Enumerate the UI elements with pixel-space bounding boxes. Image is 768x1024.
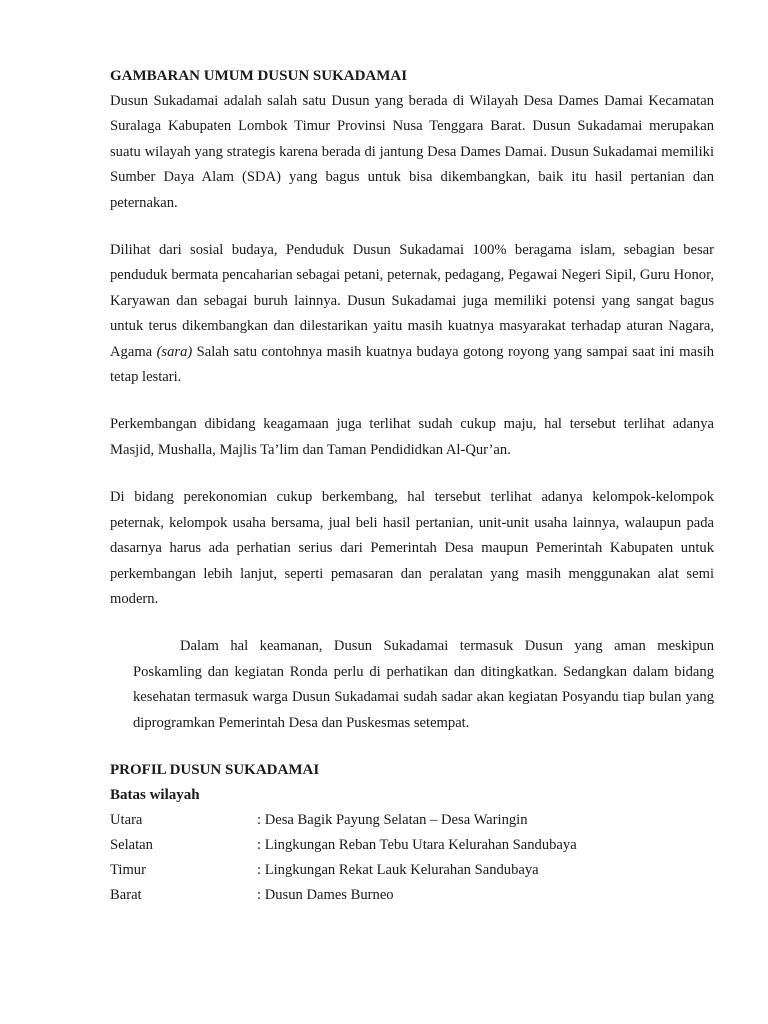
boundary-direction: Barat xyxy=(110,886,142,903)
section-title-profil: PROFIL DUSUN SUKADAMAI xyxy=(110,761,320,778)
indented-block xyxy=(133,634,714,736)
subheading-batas-wilayah: Batas wilayah xyxy=(110,786,200,803)
paragraph-spacer xyxy=(110,736,714,758)
paragraph-spacer xyxy=(110,612,714,634)
boundary-row-barat xyxy=(110,883,714,908)
boundary-value: : Lingkungan Rekat Lauk Kelurahan Sandubaya xyxy=(257,861,539,878)
paragraph-perekonomian: Di bidang perekonomian cukup berkembang, hal tersebut terlihat adanya kelompok-kelompok peternak, kelompok usaha bersama, jual beli hasil pertanian, unit-unit usaha lainnya, walaupun pada dasarnya harus ada perhatian serius dari Pemerintah Desa maupun Pemerintah Kabupaten untuk perkembangan lebih lanjut, seperti pemasaran dan peralatan yang masih menggunakan alat semi modern. xyxy=(110,489,714,607)
paragraph-keagamaan: Perkembangan dibidang keagamaan juga terlihat sudah cukup maju, hal tersebut terlihat adanya Masjid, Mushalla, Majlis Ta’lim dan Taman Pendididkan Al-Qur’an. xyxy=(110,416,714,458)
boundary-row-selatan xyxy=(110,833,714,858)
boundary-row-timur xyxy=(110,858,714,883)
paragraph-spacer xyxy=(110,216,714,238)
boundary-list xyxy=(110,808,714,908)
section-title-gambaran-umum: GAMBARAN UMUM DUSUN SUKADAMAI xyxy=(110,68,408,84)
paragraph-spacer xyxy=(110,390,714,412)
document-page xyxy=(110,64,714,908)
sosial-text-start: Dilihat dari sosial budaya, Penduduk Dusun Sukadamai 100% beragama islam, sebagian besar penduduk bermata pencaharian sebagai petani, peternak, pedagang, Pegawai Negeri Sipil, Guru Honor, Karyawan dan sebagai buruh lainnya. Dusun Sukadamai juga memiliki potensi yang sangat bagus untuk terus dikembangkan dan dilestarikan yaitu masih kuatnya masyarakat terhadap aturan Nagara, Agama xyxy=(110,242,714,360)
sosial-text-italic: (sara) xyxy=(156,343,193,360)
boundary-value: : Desa Bagik Payung Selatan – Desa Waringin xyxy=(257,811,528,828)
paragraph-intro: Dusun Sukadamai adalah salah satu Dusun yang berada di Wilayah Desa Dames Damai Kecamatan Suralaga Kabupaten Lombok Timur Provinsi Nusa Tenggara Barat. Dusun Sukadamai merupakan suatu wilayah yang strategis karena berada di jantung Desa Dames Damai. Dusun Sukadamai memiliki Sumber Daya Alam (SDA) yang bagus untuk bisa dikembangkan, baik itu hasil pertanian dan peternakan. xyxy=(110,93,714,211)
paragraph-sosial-budaya xyxy=(110,238,714,390)
boundary-row-utara xyxy=(110,808,714,833)
sosial-text-end: Salah satu contohnya masih kuatnya budaya gotong royong yang sampai saat ini masih tetap lestari. xyxy=(110,343,714,386)
boundary-direction: Selatan xyxy=(110,836,153,853)
boundary-value: : Dusun Dames Burneo xyxy=(257,886,394,903)
boundary-direction: Utara xyxy=(110,811,143,828)
paragraph-keamanan: Dalam hal keamanan, Dusun Sukadamai termasuk Dusun yang aman meskipun Poskamling dan kegiatan Ronda perlu di perhatikan dan ditingkatkan. Sedangkan dalam bidang kesehatan termasuk warga Dusun Sukadamai sudah sadar akan kegiatan Posyandu tiap bulan yang diprogramkan Pemerintah Desa dan Puskesmas setempat. xyxy=(133,638,714,731)
paragraph-spacer xyxy=(110,463,714,485)
boundary-value: : Lingkungan Reban Tebu Utara Kelurahan Sandubaya xyxy=(257,836,577,853)
boundary-direction: Timur xyxy=(110,861,146,878)
